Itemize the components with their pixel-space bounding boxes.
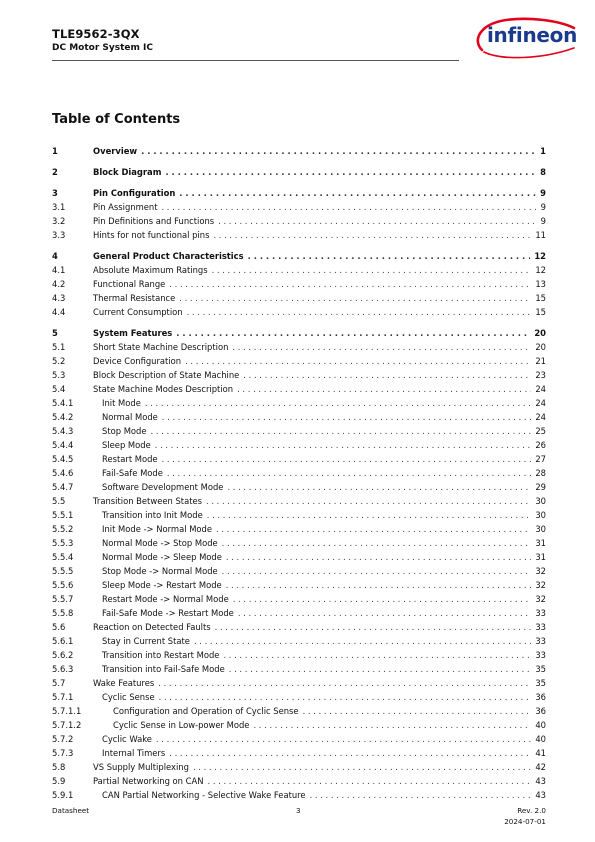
- toc-entry[interactable]: [52, 438, 546, 452]
- toc-leader-dots: [206, 494, 531, 508]
- toc-entry-page[interactable]: 29: [535, 482, 546, 492]
- toc-entry[interactable]: [52, 508, 546, 522]
- toc-entry-number: 5.2: [52, 356, 66, 366]
- toc-entry-number: 5.7.2: [52, 734, 74, 744]
- toc-entry-page[interactable]: 35: [535, 664, 546, 674]
- toc-entry-label[interactable]: Stop Mode: [102, 426, 147, 436]
- toc-entry-number: 5.7.1.2: [52, 720, 82, 730]
- toc-leader-dots: [212, 263, 532, 277]
- toc-leader-dots: [303, 704, 532, 718]
- toc-entry[interactable]: [52, 186, 546, 200]
- toc-entry-label[interactable]: Cyclic Wake: [102, 734, 152, 744]
- toc-entry[interactable]: [52, 410, 546, 424]
- toc-entry-number: 4.3: [52, 293, 66, 303]
- toc-entry[interactable]: [52, 466, 546, 480]
- toc-entry-number: 5.4.7: [52, 482, 74, 492]
- toc-entry-page[interactable]: 8: [540, 167, 546, 177]
- toc-entry-number: 5.4.2: [52, 412, 74, 422]
- toc-entry-label[interactable]: Absolute Maximum Ratings: [93, 265, 208, 275]
- toc-entry[interactable]: [52, 718, 546, 732]
- toc-entry[interactable]: [52, 480, 546, 494]
- toc-entry[interactable]: [52, 536, 546, 550]
- toc-entry-page[interactable]: 1: [540, 146, 546, 156]
- toc-leader-dots: [216, 522, 531, 536]
- toc-entry[interactable]: [52, 452, 546, 466]
- toc-entry-label[interactable]: Fail-Safe Mode -> Restart Mode: [102, 608, 234, 618]
- toc-entry-page[interactable]: 13: [535, 279, 546, 289]
- toc-entry[interactable]: [52, 522, 546, 536]
- toc-entry-label[interactable]: Short State Machine Description: [93, 342, 229, 352]
- toc-entry-label[interactable]: Pin Assignment: [93, 202, 158, 212]
- document-subtitle: DC Motor System IC: [52, 43, 153, 53]
- toc-leader-dots: [156, 732, 531, 746]
- toc-entry[interactable]: [52, 690, 546, 704]
- toc-leader-dots: [162, 410, 532, 424]
- toc-entry-label[interactable]: State Machine Modes Description: [93, 384, 234, 394]
- toc-entry-number: 5.5.2: [52, 524, 74, 534]
- toc-entry-number: 1: [52, 146, 58, 156]
- toc-entry-label[interactable]: Restart Mode: [102, 454, 158, 464]
- toc-entry[interactable]: [52, 396, 546, 410]
- toc-entry-label[interactable]: Transition into Fail-Safe Mode: [102, 664, 225, 674]
- toc-entry-page[interactable]: 15: [535, 307, 546, 317]
- toc-entry-number: 4.1: [52, 265, 66, 275]
- toc-entry-label[interactable]: Partial Networking on CAN: [93, 776, 204, 786]
- toc-entry-page[interactable]: 24: [535, 398, 546, 408]
- toc-leader-dots: [155, 438, 532, 452]
- toc-entry-label[interactable]: Normal Mode -> Stop Mode: [102, 538, 218, 548]
- toc-entry-page[interactable]: 33: [535, 636, 546, 646]
- toc-leader-dots: [226, 550, 531, 564]
- toc-leader-dots: [185, 354, 531, 368]
- toc-entry-page[interactable]: 15: [535, 293, 546, 303]
- toc-leader-dots: [159, 690, 532, 704]
- toc-entry-number: 5.3: [52, 370, 66, 380]
- toc-entry-label[interactable]: Software Development Mode: [102, 482, 224, 492]
- toc-leader-dots: [248, 249, 531, 263]
- toc-entry-page[interactable]: 32: [535, 566, 546, 576]
- toc-entry-number: 5.4.3: [52, 426, 74, 436]
- toc-entry[interactable]: [52, 578, 546, 592]
- toc-entry-label[interactable]: Normal Mode -> Sleep Mode: [102, 552, 222, 562]
- toc-entry-number: 5.4.6: [52, 468, 74, 478]
- toc-leader-dots: [193, 760, 531, 774]
- toc-entry-page[interactable]: 32: [535, 580, 546, 590]
- toc-entry-label[interactable]: Normal Mode: [102, 412, 158, 422]
- toc-entry-page[interactable]: 31: [535, 538, 546, 548]
- toc-entry[interactable]: [52, 788, 546, 802]
- toc-entry-number: 5.5.3: [52, 538, 74, 548]
- toc-leader-dots: [222, 564, 532, 578]
- toc-leader-dots: [218, 214, 537, 228]
- toc-entry-label[interactable]: Transition Between States: [93, 496, 202, 506]
- toc-entry-label[interactable]: Stay in Current State: [102, 636, 190, 646]
- toc-entry[interactable]: [52, 382, 546, 396]
- toc-entry-page[interactable]: 9: [540, 202, 546, 212]
- toc-entry-label[interactable]: Transition into Init Mode: [102, 510, 203, 520]
- toc-leader-dots: [233, 592, 532, 606]
- toc-entry-label[interactable]: Sleep Mode: [102, 440, 151, 450]
- toc-entry-number: 3.2: [52, 216, 66, 226]
- toc-leader-dots: [167, 466, 531, 480]
- toc-entry-page[interactable]: 26: [535, 440, 546, 450]
- toc-leader-dots: [194, 634, 531, 648]
- toc-entry-label[interactable]: Init Mode: [102, 398, 141, 408]
- toc-entry-label[interactable]: Init Mode -> Normal Mode: [102, 524, 213, 534]
- toc-entry-number: 5.4: [52, 384, 66, 394]
- toc-entry-label[interactable]: Functional Range: [93, 279, 166, 289]
- toc-entry-page[interactable]: 41: [535, 748, 546, 758]
- toc-entry[interactable]: [52, 592, 546, 606]
- toc-entry-number: 5.7.1.1: [52, 706, 82, 716]
- toc-entry-page[interactable]: 25: [535, 426, 546, 436]
- toc-entry-page[interactable]: 21: [535, 356, 546, 366]
- table-of-contents: [52, 144, 546, 802]
- toc-entry[interactable]: [52, 340, 546, 354]
- toc-entry-number: 5.5.7: [52, 594, 74, 604]
- toc-entry-label[interactable]: Current Consumption: [93, 307, 183, 317]
- toc-leader-dots: [232, 340, 531, 354]
- toc-heading: Table of Contents: [52, 112, 181, 127]
- toc-entry-number: 5.6.2: [52, 650, 74, 660]
- toc-entry-label[interactable]: Cyclic Sense in Low-power Mode: [113, 720, 250, 730]
- toc-leader-dots: [213, 228, 531, 242]
- toc-entry[interactable]: [52, 354, 546, 368]
- toc-entry[interactable]: [52, 746, 546, 760]
- toc-entry-label[interactable]: Transition into Restart Mode: [102, 650, 220, 660]
- toc-entry-number: 3: [52, 188, 58, 198]
- toc-entry-number: 5.8: [52, 762, 66, 772]
- toc-entry-number: 5.5: [52, 496, 66, 506]
- toc-entry-page[interactable]: 9: [540, 188, 546, 198]
- toc-entry[interactable]: [52, 676, 546, 690]
- toc-entry-label[interactable]: Wake Features: [93, 678, 155, 688]
- toc-entry-number: 5.9.1: [52, 790, 74, 800]
- toc-leader-dots: [161, 200, 536, 214]
- toc-entry[interactable]: [52, 774, 546, 788]
- toc-entry[interactable]: [52, 732, 546, 746]
- toc-entry-number: 5.4.5: [52, 454, 74, 464]
- toc-entry-page[interactable]: 23: [535, 370, 546, 380]
- toc-entry[interactable]: [52, 704, 546, 718]
- toc-entry[interactable]: [52, 200, 546, 214]
- toc-entry-number: 5.7.3: [52, 748, 74, 758]
- toc-leader-dots: [237, 382, 531, 396]
- toc-entry[interactable]: [52, 662, 546, 676]
- footer-date: 2024-07-01: [504, 817, 546, 826]
- toc-entry-page[interactable]: 27: [535, 454, 546, 464]
- toc-entry-page[interactable]: 30: [535, 496, 546, 506]
- toc-entry[interactable]: [52, 648, 546, 662]
- footer-revision: Rev. 2.0: [517, 806, 546, 815]
- toc-entry-page[interactable]: 24: [535, 412, 546, 422]
- toc-entry-label[interactable]: Thermal Resistance: [93, 293, 176, 303]
- toc-entry-page[interactable]: 33: [535, 622, 546, 632]
- toc-entry-number: 5.1: [52, 342, 66, 352]
- toc-entry-page[interactable]: 9: [540, 216, 546, 226]
- toc-entry-number: 5.4.4: [52, 440, 74, 450]
- toc-entry-label[interactable]: Fail-Safe Mode: [102, 468, 163, 478]
- toc-leader-dots: [179, 186, 536, 200]
- toc-entry-page[interactable]: 30: [535, 524, 546, 534]
- toc-entry-number: 5.5.5: [52, 566, 74, 576]
- toc-entry-page[interactable]: 32: [535, 594, 546, 604]
- footer-doc-type: Datasheet: [52, 806, 90, 815]
- toc-leader-dots: [222, 536, 532, 550]
- toc-entry[interactable]: [52, 760, 546, 774]
- toc-leader-dots: [165, 165, 536, 179]
- toc-entry[interactable]: [52, 277, 546, 291]
- toc-leader-dots: [169, 746, 531, 760]
- toc-entry-page[interactable]: 12: [535, 265, 546, 275]
- toc-leader-dots: [208, 774, 532, 788]
- toc-entry-page[interactable]: 43: [535, 776, 546, 786]
- toc-leader-dots: [229, 662, 532, 676]
- toc-entry-label[interactable]: Block Diagram: [93, 167, 162, 177]
- toc-entry-number: 5.7: [52, 678, 66, 688]
- toc-entry-page[interactable]: 36: [535, 692, 546, 702]
- toc-leader-dots: [215, 620, 532, 634]
- toc-entry-label[interactable]: General Product Characteristics: [93, 251, 244, 261]
- toc-entry[interactable]: [52, 305, 546, 319]
- toc-leader-dots: [158, 676, 531, 690]
- toc-entry-number: 3.1: [52, 202, 66, 212]
- toc-leader-dots: [176, 326, 530, 340]
- toc-entry-number: 5.6.1: [52, 636, 74, 646]
- toc-entry[interactable]: [52, 634, 546, 648]
- toc-entry[interactable]: [52, 291, 546, 305]
- toc-leader-dots: [151, 424, 532, 438]
- toc-entry-label[interactable]: System Features: [93, 328, 173, 338]
- toc-entry-page[interactable]: 40: [535, 720, 546, 730]
- toc-leader-dots: [179, 291, 531, 305]
- toc-entry-number: 5.7.1: [52, 692, 74, 702]
- toc-entry-number: 5.6.3: [52, 664, 74, 674]
- toc-entry-number: 5.5.4: [52, 552, 74, 562]
- toc-entry[interactable]: [52, 424, 546, 438]
- toc-leader-dots: [141, 144, 536, 158]
- toc-entry-number: 4.4: [52, 307, 66, 317]
- toc-leader-dots: [145, 396, 531, 410]
- toc-entry-page[interactable]: 42: [535, 762, 546, 772]
- toc-entry-label[interactable]: Configuration and Operation of Cyclic Sense: [113, 706, 299, 716]
- toc-entry-page[interactable]: 12: [534, 251, 546, 261]
- toc-entry-label[interactable]: Block Description of State Machine: [93, 370, 240, 380]
- toc-entry-page[interactable]: 20: [535, 342, 546, 352]
- toc-entry-label[interactable]: Internal Timers: [102, 748, 166, 758]
- toc-entry[interactable]: [52, 564, 546, 578]
- header-divider: [52, 60, 459, 61]
- toc-entry-label[interactable]: Overview: [93, 146, 138, 156]
- infineon-logo: [470, 14, 580, 64]
- toc-entry-number: 5: [52, 328, 58, 338]
- toc-leader-dots: [207, 508, 532, 522]
- toc-entry-label[interactable]: Pin Configuration: [93, 188, 176, 198]
- toc-leader-dots: [169, 277, 531, 291]
- toc-entry-label[interactable]: Pin Definitions and Functions: [93, 216, 215, 226]
- toc-entry[interactable]: [52, 228, 546, 242]
- toc-leader-dots: [243, 368, 531, 382]
- toc-entry-page[interactable]: 11: [535, 230, 546, 240]
- toc-entry-label[interactable]: Sleep Mode -> Restart Mode: [102, 580, 222, 590]
- toc-leader-dots: [253, 718, 531, 732]
- toc-entry-page[interactable]: 28: [535, 468, 546, 478]
- toc-entry[interactable]: [52, 165, 546, 179]
- toc-entry-number: 5.4.1: [52, 398, 74, 408]
- toc-entry-number: 5.5.1: [52, 510, 74, 520]
- toc-entry-label[interactable]: Cyclic Sense: [102, 692, 155, 702]
- toc-entry-number: 5.5.8: [52, 608, 74, 618]
- logo-wordmark: infineon: [487, 23, 578, 47]
- toc-entry-number: 3.3: [52, 230, 66, 240]
- toc-entry[interactable]: [52, 249, 546, 263]
- toc-entry-page[interactable]: 33: [535, 650, 546, 660]
- toc-entry-page[interactable]: 40: [535, 734, 546, 744]
- document-title: TLE9562-3QX: [52, 27, 140, 41]
- toc-entry-page[interactable]: 31: [535, 552, 546, 562]
- toc-entry[interactable]: [52, 368, 546, 382]
- toc-leader-dots: [227, 480, 531, 494]
- toc-entry[interactable]: [52, 326, 546, 340]
- toc-leader-dots: [310, 788, 532, 802]
- toc-entry-number: 2: [52, 167, 58, 177]
- toc-entry-number: 4: [52, 251, 58, 261]
- toc-leader-dots: [162, 452, 532, 466]
- toc-entry[interactable]: [52, 214, 546, 228]
- toc-entry-number: 5.6: [52, 622, 66, 632]
- toc-leader-dots: [187, 305, 532, 319]
- toc-leader-dots: [238, 606, 531, 620]
- toc-entry[interactable]: [52, 620, 546, 634]
- toc-entry[interactable]: [52, 550, 546, 564]
- toc-entry-page[interactable]: 33: [535, 608, 546, 618]
- toc-entry[interactable]: [52, 606, 546, 620]
- toc-leader-dots: [226, 578, 532, 592]
- toc-entry-page[interactable]: 36: [535, 706, 546, 716]
- toc-entry-page[interactable]: 30: [535, 510, 546, 520]
- toc-entry-page[interactable]: 35: [535, 678, 546, 688]
- toc-entry-page[interactable]: 20: [534, 328, 546, 338]
- toc-entry-label[interactable]: Restart Mode -> Normal Mode: [102, 594, 229, 604]
- toc-entry-number: 5.9: [52, 776, 66, 786]
- toc-entry-label[interactable]: CAN Partial Networking - Selective Wake Feature: [102, 790, 306, 800]
- footer-page-number: 3: [296, 806, 301, 815]
- toc-entry-label[interactable]: Reaction on Detected Faults: [93, 622, 211, 632]
- toc-entry-page[interactable]: 43: [535, 790, 546, 800]
- toc-entry[interactable]: [52, 494, 546, 508]
- toc-entry-page[interactable]: 24: [535, 384, 546, 394]
- toc-leader-dots: [223, 648, 531, 662]
- toc-entry-label[interactable]: Stop Mode -> Normal Mode: [102, 566, 218, 576]
- toc-entry[interactable]: [52, 263, 546, 277]
- toc-entry[interactable]: [52, 144, 546, 158]
- toc-entry-number: 4.2: [52, 279, 66, 289]
- toc-entry-label[interactable]: Hints for not functional pins: [93, 230, 210, 240]
- toc-entry-number: 5.5.6: [52, 580, 74, 590]
- toc-entry-label[interactable]: Device Configuration: [93, 356, 182, 366]
- toc-entry-label[interactable]: VS Supply Multiplexing: [93, 762, 189, 772]
